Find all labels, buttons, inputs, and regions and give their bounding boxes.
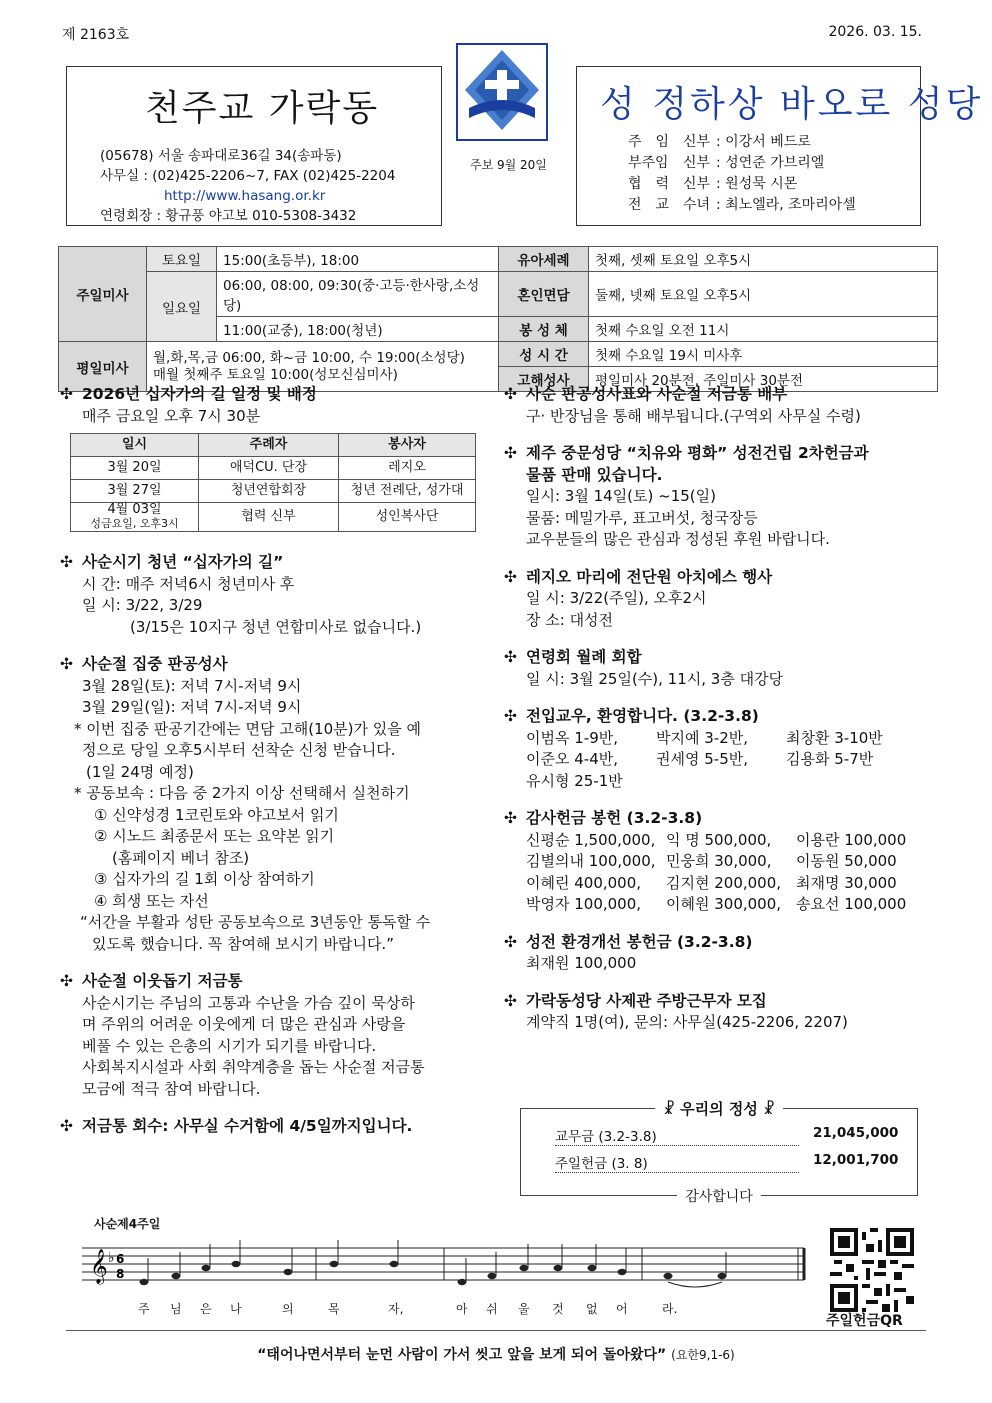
qr-label: 주일헌금QR: [826, 1313, 903, 1329]
section-title: ✣ 연령회 월례 회합: [504, 647, 934, 669]
sunday-times: 06:00, 08:00, 09:30(중·고등·한사랑,소성당): [217, 272, 499, 317]
section-title: ✣ 레지오 마리에 전단원 아치에스 행사: [504, 567, 934, 589]
parish-name-left: 천주교 가락동: [145, 88, 380, 129]
clergy-row: 부주임 신부 : 성연준 가브리엘: [628, 155, 825, 171]
schedule-label: 봉 성 체: [499, 317, 589, 342]
table-row: 4월 03일 성금요일, 오후3시 협력 신부 성인복사단: [71, 503, 476, 532]
mass-schedule-table: [58, 246, 938, 392]
clergy-row: 협 력 신부 : 원성묵 시몬: [628, 176, 798, 192]
cross-icon: ✣: [504, 991, 517, 1010]
music-staff: [82, 1236, 812, 1296]
cross-icon: ✣: [504, 809, 517, 827]
cross-icon: ✣: [504, 444, 517, 462]
section-title: ✣ 사순시기 청년 “십자가의 길”: [60, 552, 488, 574]
schedule-label: 고해성사: [499, 367, 589, 392]
offerings-box: [520, 1108, 918, 1196]
section-title: ✣ 저금통 회수: 사무실 수거함에 4/5일까지입니다.: [60, 1116, 488, 1138]
cross-icon: ✣: [504, 567, 517, 586]
sunday-label: 일요일: [147, 272, 217, 342]
right-column: ✣ 사순 판공성사표와 사순절 저금통 배부 구· 반장님을 통해 배부됩니다.(구역외 사무실 수령) ✣ 제주 중문성당 “치유와 평화” 성전건립 2차헌금과 물품 판매 있습니다. 일시: 3월 14일(토) ~15(일) 물품: 메밀가루, 표고버섯, 청국장등 교우분들의 많은 관심과 정성된 후원 바랍니다. ✣ 레지오 마리에 전단원 아치에스 행사 일 시: 3/22(주일), 오후2시 장 소: 대성전 ✣ 연령회 월례 회합 일 시: 3월 25일(수), 11시, 3층 대강당 ✣ 전입교우, 환영합니다. (3.2-3.8) 이범옥 1-9반, 박지예 3-2반, 최창환 3-10반 이준오 4-4반, 권세영 5-5반, 김용화 5-7반 유시형 25-1반 ✣ 감사헌금 봉헌 (3.2-3.8) 신평순 1,500,000, 익 명 500,000, 이용란 100,000 김별의내 100,000, 민웅희 30,000, 이동원 50,000 이혜린 400,000, 김지현 200,000, 최재명 30,000 박영자 100,000, 이혜원 300,000, 송요선 100,000 ✣ 성전 환경개선 봉헌금 (3.2-3.8) 최재원 100,000 ✣ 가락동성당 사제관 주방근무자 모집 계약직 1명(여), 문의: 사무실(425-2206, 2207): [504, 384, 934, 1034]
sunday-times: 11:00(교중), 18:00(청년): [217, 317, 499, 342]
schedule-value: 평일미사 20분전, 주일미사 30분전: [589, 367, 938, 392]
sunday-mass-label: 주일미사: [59, 247, 147, 342]
svg-text:♭: ♭: [108, 1250, 115, 1266]
schedule-value: 둘째, 넷째 토요일 오후5시: [589, 272, 938, 317]
section-title: ✣ 가락동성당 사제관 주방근무자 모집: [504, 991, 934, 1013]
svg-text:𝄞: 𝄞: [90, 1249, 108, 1284]
cross-icon: ✣: [60, 972, 73, 990]
section-title: ✣ 전입교우, 환영합니다. (3.2-3.8): [504, 706, 934, 728]
issue-date: 2026. 03. 15.: [828, 24, 922, 40]
website-link[interactable]: http://www.hasang.or.kr: [164, 188, 326, 204]
music-score: [82, 1215, 812, 1315]
donations-grid: 신평순 1,500,000, 익 명 500,000, 이용란 100,000 김별의내 100,000, 민웅희 30,000, 이동원 50,000 이혜린 400,000, 김지현 200,000, 최재명 30,000 박영자 100,000, 이혜원 300,000, 송요선 100,000: [526, 830, 907, 913]
schedule-value: 첫째 수요일 19시 미사후: [589, 342, 938, 367]
svg-text:6: 6: [116, 1252, 125, 1266]
thanks-text: 감사합니다: [520, 1186, 918, 1206]
clergy-row: 주 임 신부 : 이강서 베드로: [628, 134, 811, 150]
section-title: ✣ 사순절 이웃돕기 저금통: [60, 971, 488, 993]
saturday-label: 토요일: [147, 247, 217, 272]
table-row: 3월 27일 청년연합회장 청년 전례단, 성가대: [71, 480, 476, 503]
section-title: ✣ 사순절 집중 판공성사: [60, 654, 488, 676]
saturday-times: 15:00(초등부), 18:00: [217, 247, 499, 272]
schedule-label: 성 시 간: [499, 342, 589, 367]
schedule-label: 혼인면담: [499, 272, 589, 317]
table-row: 3월 20일 애덕CU. 단장 레지오: [71, 457, 476, 480]
parish-name-right: 성 정하상 바오로 성당: [600, 84, 984, 125]
section-title: ✣ 사순 판공성사표와 사순절 저금통 배부: [504, 384, 934, 406]
offering-row: 교무금 (3.2-3.8) 21,045,000: [555, 1125, 899, 1145]
cross-icon: ✣: [504, 385, 517, 403]
section-text: 매주 금요일 오후 7시 30분: [82, 406, 261, 425]
weekday-mass-label: 평일미사: [59, 342, 147, 392]
schedule-value: 첫째 수요일 오전 11시: [589, 317, 938, 342]
lyrics: 주 님 은 나 의 목 자, 아 쉬 울 것 없 어 라.: [138, 1302, 678, 1316]
section-title: ✣ 성전 환경개선 봉헌금 (3.2-3.8): [504, 932, 934, 954]
cross-icon: ✣: [504, 932, 517, 951]
cross-icon: ✣: [60, 655, 73, 673]
offering-row: 주일헌금 (3. 8) 12,001,700: [555, 1152, 899, 1172]
way-of-cross-table: 일시 주례자 봉사자 3월 20일 애덕CU. 단장 레지오 3월 27일 청년연합회장 청년 전례단, 성가대 4월 03일 성금요일, 오후3시 협력 신부 성인복사단: [70, 433, 476, 532]
cross-icon: ✣: [504, 648, 517, 666]
divider: [66, 1330, 926, 1331]
gospel-quote: “태어나면서부터 눈먼 사람이 가서 씻고 앞을 보게 되어 돌아왔다” (요한9,1-6): [257, 1347, 735, 1363]
bulletin-number: 주보 9월 20일: [470, 158, 547, 172]
cross-icon: ✣: [504, 707, 517, 725]
cross-icon: ✣: [60, 385, 73, 403]
donation-qr-code[interactable]: [830, 1228, 914, 1312]
clergy-list: [628, 132, 856, 216]
schedule-label: 유아세례: [499, 247, 589, 272]
offerings-title: ☧ 우리의 정성 ☧: [520, 1098, 918, 1119]
section-title: ✣ 제주 중문성당 “치유와 평화” 성전건립 2차헌금과: [504, 443, 934, 465]
clergy-row: 전 교 수녀 : 최노엘라, 조마리아셀: [628, 197, 856, 213]
office-phone: 사무실 : (02)425-2206~7, FAX (02)425-2204: [100, 168, 396, 184]
weekday-times: 월,화,목,금 06:00, 화~금 10:00, 수 19:00(소성당) 매월 첫째주 토요일 10:00(성모신심미사): [147, 342, 499, 392]
address: (05678) 서울 송파대로36길 34(송파동): [100, 148, 342, 164]
left-column: ✣ 2026년 십자가의 길 일정 및 배정 매주 금요일 오후 7시 30분 일시 주례자 봉사자 3월 20일 애덕CU. 단장 레지오 3월 27일 청년연합회장 청년 전례단, 성가대 4월 03일 성금요일, 오후3시 협력 신부 성인복사단 ✣ 사순시기 청년 “십자가의 길” 시 간: 매주 저녁6시 청년미사 후 일 시: 3/22, 3/29 (3/15은 10지구 청년 연합미사로 없습니다.) ✣ 사순절 집중 판공성사 3월 28일(토): 저녁 7시-저녁 9시 3월 29일(일): 저녁 7시-저녁 9시 * 이번 집중 판공기간에는 면담 고해(10분)가 있을 예 정으로 당일 오후5시부터 선착순 신청 받습니다. (1일 24명 예정) * 공동보속 : 다음 중 2가지 이상 선택해서 실천하기 ① 신약성경 1코린토와 야고보서 읽기 ② 시노드 최종문서 또는 요약본 읽기 (홈페이지 베너 참조) ③ 십자가의 길 1회 이상 참여하기 ④ 희생 또는 자선 “서간을 부활과 성탄 공동보속으로 3년동안 통독할 수 있도록 했습니다. 꼭 참여해 보시기 바랍니다.” ✣ 사순절 이웃돕기 저금통 사순시기는 주님의 고통과 수난을 가슴 깊이 묵상하 며 주위의 어려운 이웃에게 더 많은 관심과 사랑을 베풀 수 있는 은총의 시기가 되기를 바랍니다. 사회복지시설과 사회 취약계층을 돕는 사순절 저금통 모금에 적극 참여 바랍니다. ✣ 저금통 회수: 사무실 수거함에 4/5일까지입니다.: [60, 384, 488, 1138]
svg-text:8: 8: [116, 1267, 125, 1281]
parish-logo: [455, 42, 549, 142]
issue-number: 제 2163호: [62, 27, 130, 43]
cross-icon: ✣: [60, 1117, 73, 1135]
cross-icon: ✣: [60, 553, 73, 571]
newcomers-grid: 이범옥 1-9반, 박지예 3-2반, 최창환 3-10반 이준오 4-4반, 권세영 5-5반, 김용화 5-7반 유시형 25-1반: [526, 728, 883, 790]
association-contact: 연령회장 : 황규풍 야고보 010-5308-3432: [100, 208, 357, 224]
schedule-value: 첫째, 셋째 토요일 오후5시: [589, 247, 938, 272]
section-title: ✣ 감사헌금 봉헌 (3.2-3.8): [504, 808, 934, 830]
music-title: 사순제4주일: [94, 1217, 161, 1231]
address-block: [100, 146, 395, 226]
section-title: ✣ 2026년 십자가의 길 일정 및 배정: [60, 384, 488, 406]
